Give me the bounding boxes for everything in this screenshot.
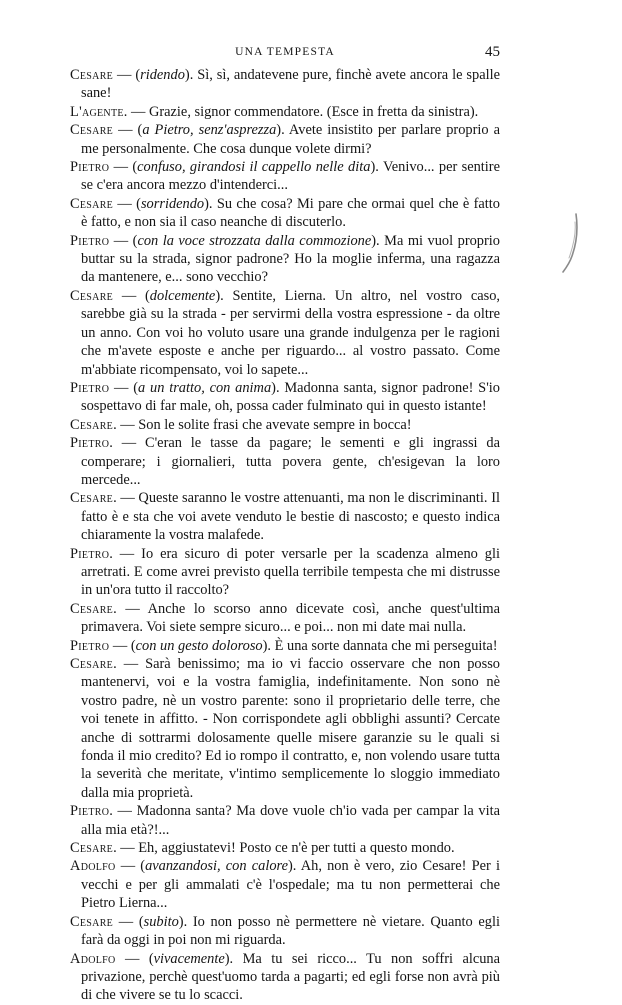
speech-separator: — ( [113,913,144,930]
speech-3 [70,121,500,158]
speech-16 [70,802,500,839]
direction-close: ). [276,122,289,139]
speech-separator: — ( [113,195,141,212]
speaker-name: Cesare [70,490,114,507]
speaker-name: Pietro [70,637,110,654]
direction-close: ). [370,159,383,176]
speaker-name: Pietro [70,435,110,452]
direction-close: ). [271,379,285,396]
stage-direction: confuso, girandosi il cappello nelle dita [137,159,371,176]
speech-separator: . — [113,600,148,617]
speech-text: Eh, aggiustatevi! Posto ce n'è per tutti a questo mondo. [138,840,455,857]
speech-7 [70,287,500,379]
dialogue-text [70,66,500,1005]
speech-separator: — ( [115,950,154,967]
stage-direction: ridendo [140,67,185,83]
speech-text: Sentite, Lierna. Un altro, nel vostro caso, sarebbe già su la strada - per servirmi della vostra espressione - da oltre un anno. Con voi ho voluto usare una grande indulgenza per le ragioni che m'avete esposte e anche per riguardo... al vostro passato. Come m'abbiate ricompensato, voi lo sapete... [81,287,500,378]
speech-separator: . — [109,803,137,820]
speech-separator: — ( [109,637,136,654]
direction-close: ). [184,67,198,83]
speaker-name: Cesare [70,287,114,304]
speaker-name: Pietro [70,232,110,249]
speaker-name: Pietro [70,803,110,820]
speech-separator: — ( [109,159,138,176]
speech-18 [70,857,500,912]
speech-text: Su che cosa? Mi pare che ormai quel che è fatto è fatto, e non sia il caso neanche di discuterlo. [81,195,500,231]
speech-text: Sì, sì, andatevene pure, finchè avete ancora le spalle sane! [81,67,500,102]
speech-text: È una sorte dannata che mi perseguita! [274,637,498,654]
speaker-name: L'agente [70,103,124,120]
speech-separator: . — [109,435,145,452]
stage-direction: vivacemente [153,950,225,967]
direction-close: ). [204,195,217,212]
speech-6 [70,232,500,287]
speech-separator: — ( [113,287,150,304]
stage-direction: a Pietro, senz'asprezza [142,122,277,139]
speech-separator: . — [113,656,146,672]
speaker-name: Cesare [70,840,114,857]
direction-close: ). [178,913,193,930]
speech-text: C'eran le tasse da pagare; le sementi e gli ingrassi da comperare; i giornalieri, tutta povera gente, ch'esigevan la loro mercede... [81,435,500,488]
speaker-name: Cesare [70,122,114,139]
speech-10 [70,434,500,489]
speech-13 [70,600,500,637]
direction-close: ). [287,858,301,875]
stage-direction: avanzandosi, con calore [145,858,288,875]
speaker-name: Pietro [70,545,110,562]
speech-text: Ma tu sei ricco... Tu non soffri alcuna privazione, perchè quest'uomo tarda a pagarti; ed egli forse non avrà più di che vivere se tu lo scacci. [81,950,500,1004]
speaker-name: Cesare [70,913,114,930]
speech-separator: — ( [113,67,141,83]
speech-19 [70,913,500,950]
speech-text: Madonna santa? Ma dove vuole ch'io vada per campar la vita alla mia età?!... [81,803,500,838]
speaker-name: Cesare [70,600,114,617]
speech-text: Io non posso nè permettere nè vietare. Quanto egli farà da oggi in poi non mi riguarda. [81,913,500,949]
speaker-name: Pietro [70,379,110,396]
stage-direction: sorridendo [140,195,205,212]
speech-separator: . — [109,545,142,562]
speech-text: Avete insistito per parlare proprio a me personalmente. Che cosa dunque volete dirmi? [81,122,500,157]
speech-12 [70,545,500,600]
speech-separator: — ( [109,232,138,249]
speech-separator: — ( [113,122,143,139]
speech-text: Anche lo scorso anno dicevate così, anche quest'ultima primavera. Voi siete sempre sicuro... e poi... non mi date mai nulla. [81,600,500,636]
speaker-name: Cesare [70,416,114,433]
speech-text: Queste saranno le vostre attenuanti, ma non le discriminanti. Il fatto è e sta che voi avete venduto le bestie di nascosto; e questo indica chiaramente la vostra malafede. [81,490,500,544]
speech-text: Grazie, signor commendatore. (Esce in fretta da sinistra). [148,103,479,120]
speech-1 [70,66,500,103]
page-number: 45 [485,44,500,60]
speaker-name: Adolfo [70,858,116,875]
speech-text: Ah, non è vero, zio Cesare! Per i vecchi e per gli ammalati c'è l'ospedale; ma tu non permetterai che Pietro Lierna... [81,858,500,912]
speaker-name: Pietro [70,159,110,176]
speech-text: Son le solite frasi che avevate sempre in bocca! [138,416,412,433]
speech-2 [70,103,500,121]
speech-17 [70,839,500,857]
speech-5 [70,195,500,232]
speech-text: Io era sicuro di poter versarle per la scadenza almeno gli arretrati. E come avrei previsto quella terribile tempesta che mi distrusse in un'ora tutto il raccolto? [81,545,500,599]
speech-separator: . — [123,103,149,120]
speech-separator: — ( [115,858,146,875]
direction-close: ). [215,287,233,304]
stage-direction: a un tratto, con anima [138,379,272,396]
direction-close: ). [224,950,243,967]
pencil-mark-icon [560,212,584,274]
speech-9 [70,416,500,434]
stage-direction: dolcemente [149,287,216,304]
speech-text: Madonna santa, signor padrone! S'io sospettavo di far male, oh, possa cader fulminato qui in questo istante! [81,379,500,415]
speech-separator: . — [113,416,139,433]
stage-direction: con un gesto doloroso [135,637,263,654]
speech-separator: . — [113,840,139,857]
speech-20 [70,950,500,1005]
stage-direction: con la voce strozzata dalla commozione [137,232,372,249]
speech-15 [70,655,500,802]
running-title: UNA TEMPESTA [235,46,335,58]
direction-close: ). [262,637,275,654]
speech-14 [70,637,500,655]
speech-8 [70,379,500,416]
speaker-name: Adolfo [70,950,116,967]
speech-11 [70,489,500,544]
speech-text: Venivo... per sentire se c'era ancora mezzo d'intenderci... [81,159,500,194]
running-head [70,46,500,64]
speech-text: Sarà benissimo; ma io vi faccio osservare che non posso mantenervi, voi e la vostra famiglia, indefinitamente. Non sono nè vostro padre, nè un vostro parente: sono il proprietario delle terre, che voi tenete in affitto. - Non corrispondete agli obblighi assunti? Cercate anche di sottrarmi dolosamente quelle misere garanzie su le quali si fonda il mio credito? Ed io rompo il contratto, e, non volendo usare tutta la severità che meritate, v'intimo semplicemente lo sloggio immediato dalla mia proprietà. [81,656,500,801]
speaker-name: Cesare [70,195,114,212]
stage-direction: subito [143,913,179,930]
speech-4 [70,158,500,195]
speaker-name: Cesare [70,67,114,83]
speech-text: Ma mi vuol proprio buttar su la strada, signor padrone? Ho la moglie inferma, una ragazza da mantenere, e... sono vecchio? [81,232,500,286]
speech-separator: — ( [109,379,139,396]
speech-separator: . — [113,490,139,507]
direction-close: ). [371,232,385,249]
speaker-name: Cesare [70,656,114,672]
